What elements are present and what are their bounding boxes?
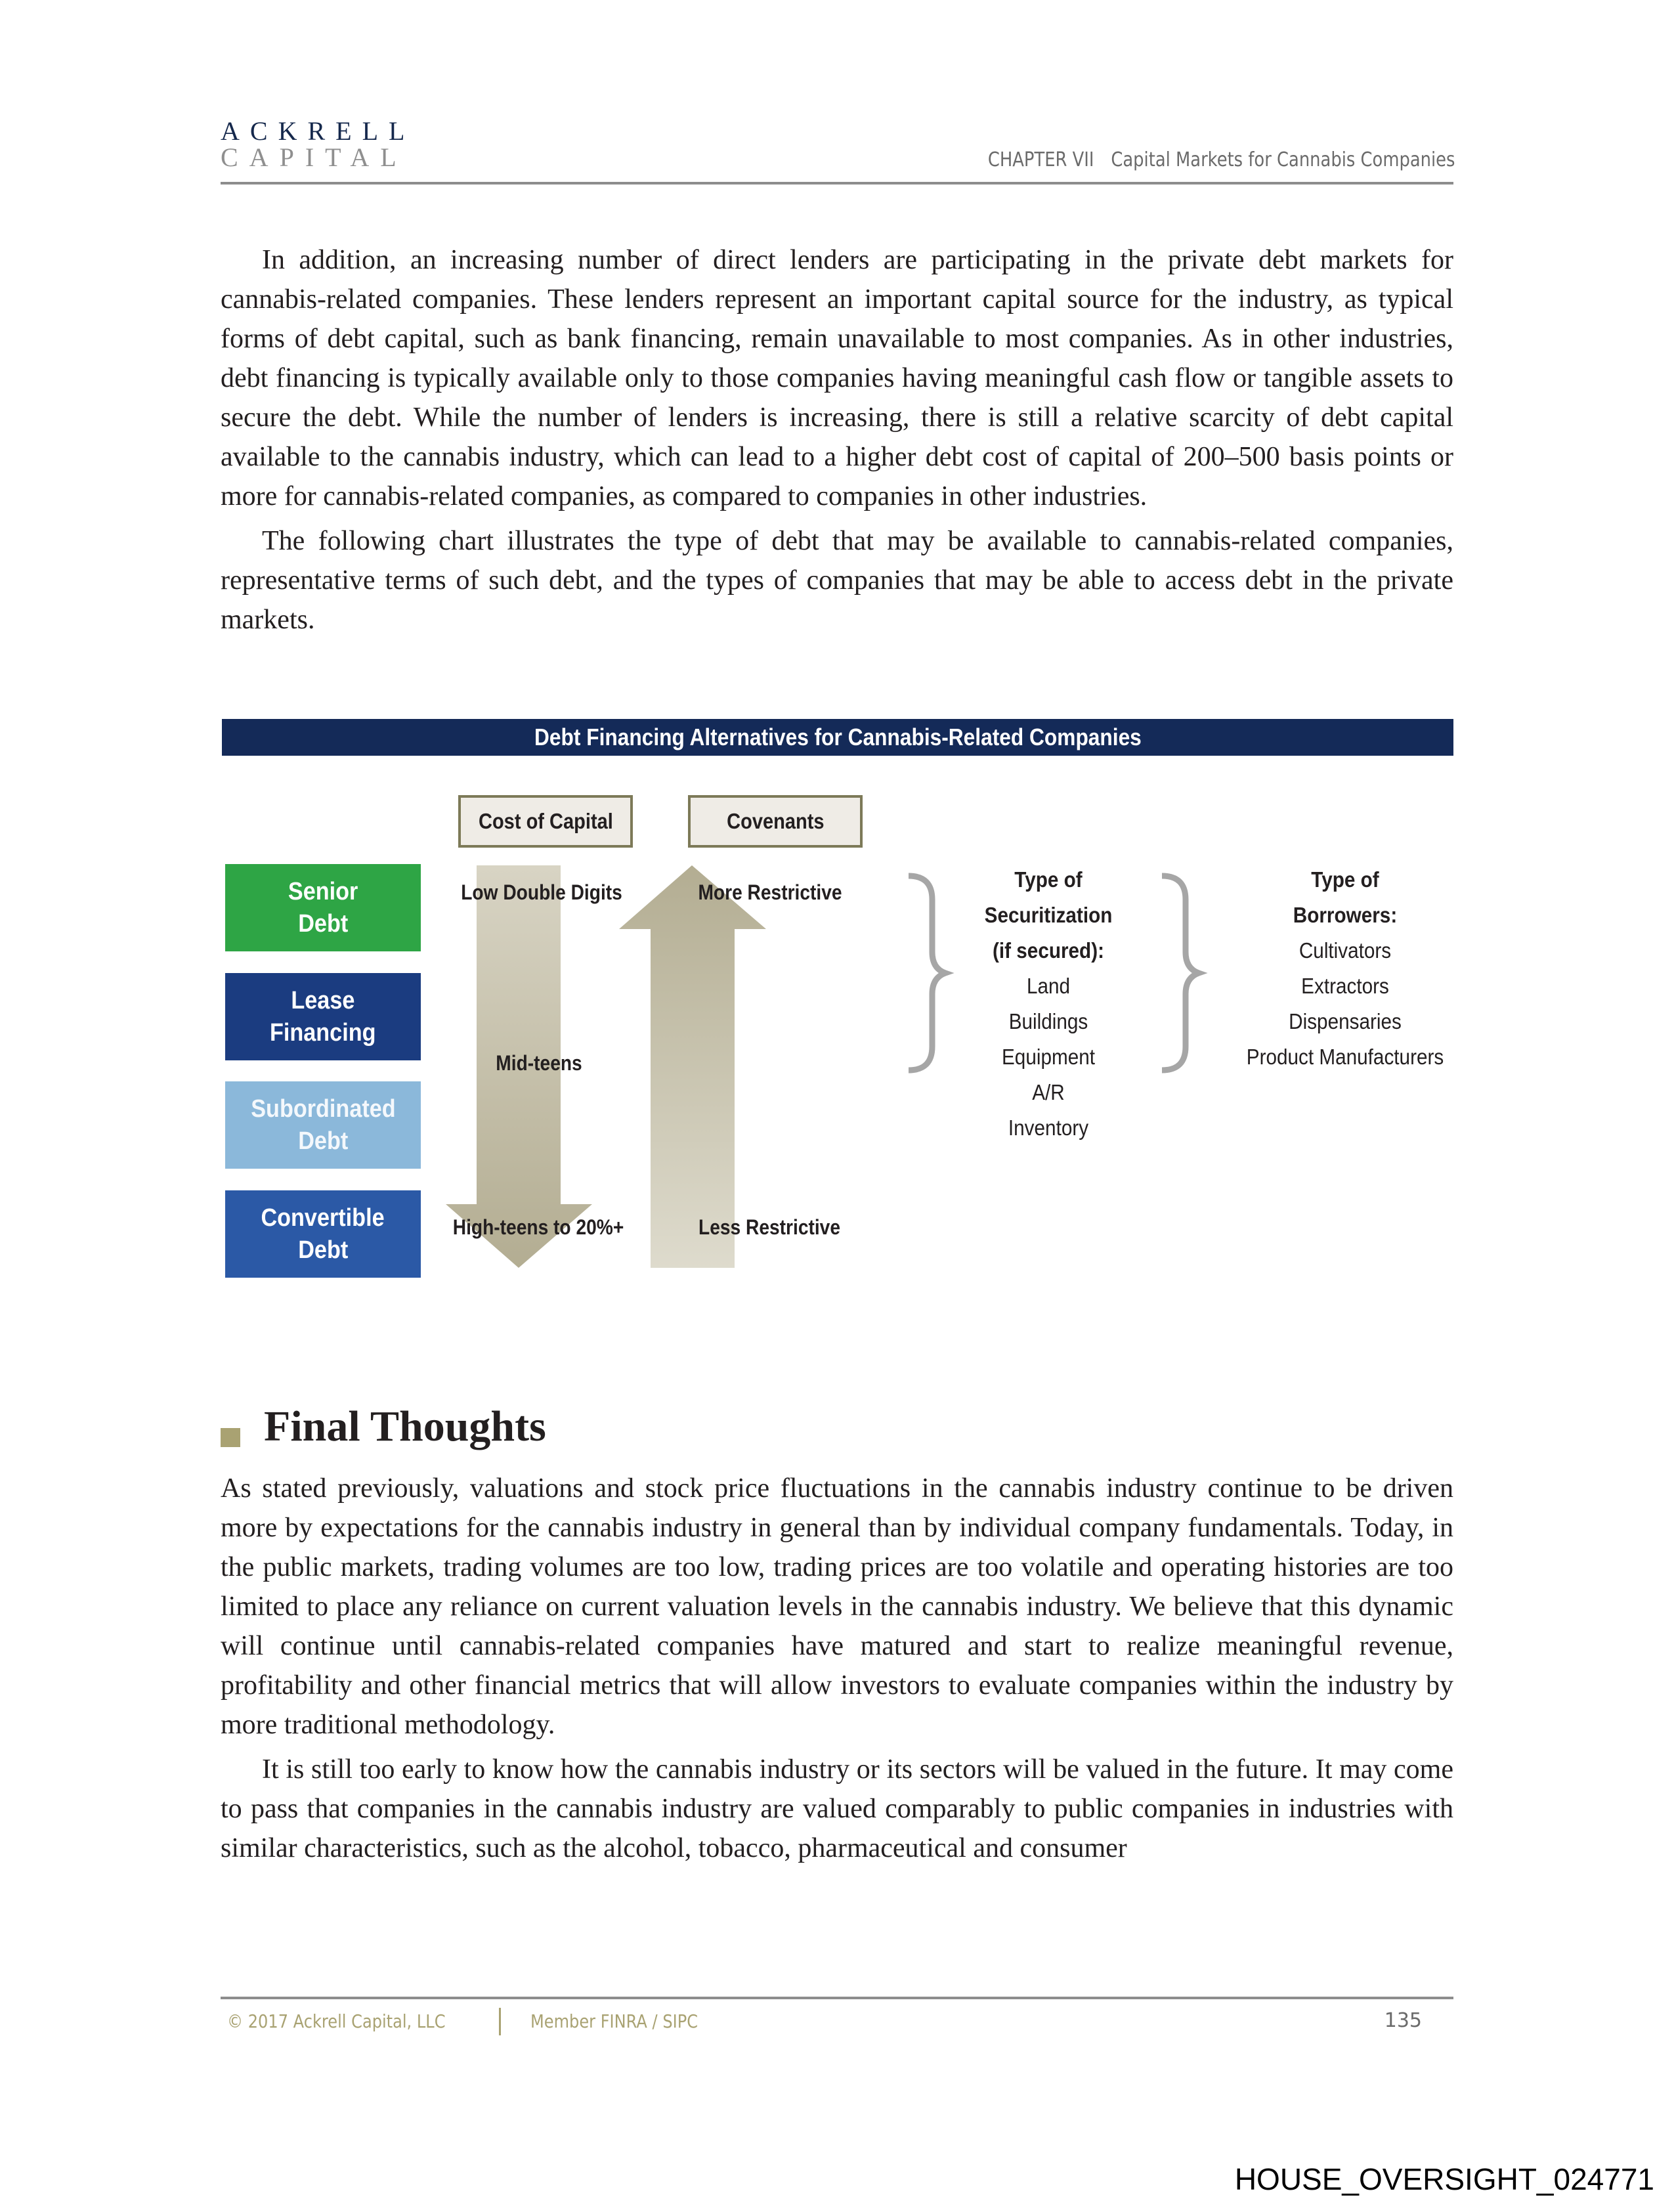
chapter-title: Capital Markets for Cannabis Companies <box>1110 148 1455 171</box>
footer-separator <box>499 2008 501 2035</box>
paragraph: The following chart illustrates the type of debt that may be available to cannabis-related companies, representative terms of such debt, and the types of companies that may be able to access debt in the private markets. <box>221 526 1453 635</box>
list-item: Cultivators <box>1298 938 1392 963</box>
paragraph: As stated previously, valuations and stock price fluctuations in the cannabis industry continue to be driven more by expectations for the cannabis industry in general than by individual company fundamentals. Today, in the public markets, trading volumes are too low, trading prices are too volatile and operating histories are too limited to place any reliance on current valuation levels in the cannabis industry. We believe that this dynamic will continue until cannabis-related companies have matured and start to realize meaningful revenue, profitability and other financial metrics that will allow investors to evaluate companies within the industry by more traditional methodology. <box>221 1473 1453 1740</box>
list-item: Equipment <box>1001 1045 1095 1069</box>
lease-financing-box: Lease Financing <box>225 973 421 1060</box>
cost-of-capital-header: Cost of Capital <box>458 795 633 848</box>
list-item: Dispensaries <box>1289 1009 1402 1033</box>
covenants-less-label: Less Restrictive <box>698 1215 841 1239</box>
page-number: 135 <box>1384 2009 1422 2032</box>
section-text <box>221 1469 1453 1868</box>
member-finra-sipc: Member FINRA / SIPC <box>530 2010 698 2032</box>
footer-rule <box>221 1997 1453 1999</box>
cost-low-label: Low Double Digits <box>461 880 622 904</box>
bates-watermark: HOUSE_OVERSIGHT_024771 <box>1234 2162 1654 2196</box>
paragraph: It is still too early to know how the cannabis industry or its sectors will be valued in the future. It may come to pass that companies in the cannabis industry are valued comparably to public companies in industries with similar characteristics, such as the alcohol, tobacco, pharmaceutical and consumer <box>221 1754 1453 1863</box>
list-item: A/R <box>1032 1080 1065 1104</box>
cost-high-label: High-teens to 20%+ <box>452 1215 624 1239</box>
senior-debt-box: Senior Debt <box>225 864 421 951</box>
logo-ackrell: ACKRELL <box>221 116 416 146</box>
chart-title-banner: Debt Financing Alternatives for Cannabis-Related Companies <box>222 719 1453 756</box>
covenants-header: Covenants <box>688 795 863 848</box>
list-item: Buildings <box>1008 1009 1088 1033</box>
copyright: © 2017 Ackrell Capital, LLC <box>227 2010 446 2032</box>
list-item: Inventory <box>1008 1116 1089 1140</box>
paragraph: In addition, an increasing number of direct lenders are participating in the private debt markets for cannabis-related companies. These lenders represent an important capital source for the industry, as typical forms of debt capital, such as bank financing, remain unavailable to most companies. As in other industries, debt financing is typically available only to those companies having meaningful cash flow or tangible assets to secure the debt. While the number of lenders is increasing, there is still a relative scarcity of debt capital available to the cannabis industry, which can lead to a higher debt cost of capital of 200–500 basis points or more for cannabis-related companies, as compared to companies in other industries. <box>221 245 1453 511</box>
list-item: Extractors <box>1301 974 1389 998</box>
list-item: Product Manufacturers <box>1246 1045 1444 1069</box>
right-brace-icon <box>1162 876 1199 1070</box>
borrowers-list: Type of Borrowers: Cultivators Extractors Dispensaries Product Manufacturers <box>1235 862 1455 1075</box>
covenants-more-label: More Restrictive <box>698 880 842 904</box>
section-heading: Final Thoughts <box>264 1402 546 1450</box>
chapter-label: CHAPTER VII <box>987 148 1094 171</box>
convertible-debt-box: Convertible Debt <box>225 1190 421 1278</box>
left-brace-icon <box>909 876 945 1070</box>
up-arrow-icon <box>619 865 766 1268</box>
heading-bullet-icon <box>221 1428 240 1447</box>
logo-capital: CAPITAL <box>221 142 408 172</box>
cost-mid-label: Mid-teens <box>496 1051 582 1075</box>
securitization-list: Type of Securitization (if secured): Land Buildings Equipment A/R Inventory <box>977 862 1119 1146</box>
subordinated-debt-box: Subordinated Debt <box>225 1081 421 1169</box>
list-item: Land <box>1026 974 1071 998</box>
